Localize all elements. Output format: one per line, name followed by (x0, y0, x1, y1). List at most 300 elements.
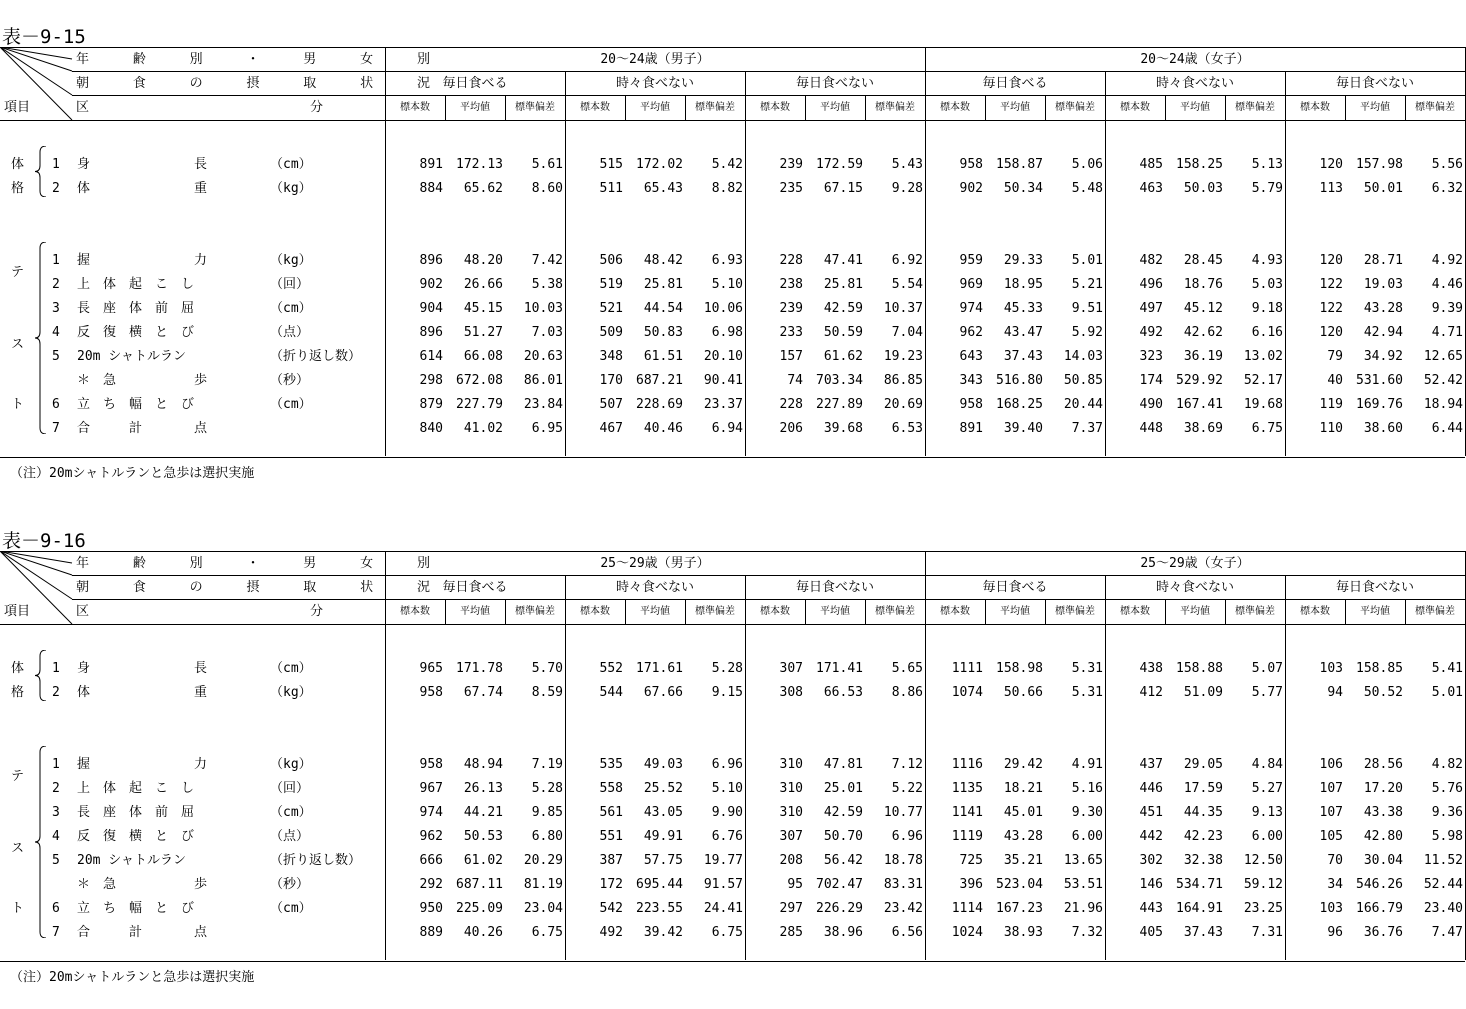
table-cell: 6.98 (711, 325, 743, 340)
table-cell: 492 (1139, 325, 1163, 340)
table-cell: 5.98 (1431, 829, 1463, 844)
table-cell: 9.90 (711, 805, 743, 820)
header-group: 時々食べない (615, 76, 694, 91)
table-cell: 969 (959, 277, 983, 292)
header-subcol: 平均値 (1180, 102, 1210, 113)
table-note: （注）20mシャトルランと急歩は選択実施 (10, 466, 255, 481)
table-cell: 292 (419, 877, 443, 892)
header-group: 毎日食べない (1335, 580, 1414, 595)
row-name: 20m シャトルラン (77, 853, 187, 868)
table-row (0, 805, 1466, 821)
table-cell: 122 (1319, 277, 1343, 292)
table-cell: 9.51 (1071, 301, 1103, 316)
table-cell: 515 (599, 157, 623, 172)
table-cell: 884 (419, 181, 443, 196)
table-cell: 158.88 (1176, 661, 1223, 676)
category-body: 体 (11, 661, 25, 676)
table-cell: 120 (1319, 325, 1343, 340)
header-age-sex: 年 齢 別 ・ 男 女 別 (76, 52, 448, 67)
table-cell: 164.91 (1176, 901, 1223, 916)
header-subcol: 標本数 (580, 606, 610, 617)
category-test: ス (11, 841, 25, 856)
table-cell: 228 (779, 397, 803, 412)
row-number: 4 (52, 325, 60, 340)
table-cell: 448 (1139, 421, 1163, 436)
row-number: 3 (52, 805, 60, 820)
table-cell: 889 (419, 925, 443, 940)
table-cell: 9.30 (1071, 805, 1103, 820)
table-cell: 239 (779, 301, 803, 316)
table-cell: 107 (1319, 781, 1343, 796)
category-test: テ (11, 265, 25, 280)
table-cell: 157 (779, 349, 803, 364)
table-cell: 119 (1319, 397, 1343, 412)
table-cell: 235 (779, 181, 803, 196)
header-subcol: 平均値 (1360, 102, 1390, 113)
table-cell: 12.65 (1423, 349, 1463, 364)
row-name: 反 復 横 と び (77, 325, 195, 340)
table-cell: 61.51 (643, 349, 683, 364)
table-cell: 485 (1139, 157, 1163, 172)
table-cell: 1141 (951, 805, 983, 820)
table-cell: 1074 (951, 685, 983, 700)
table-cell: 42.80 (1363, 829, 1403, 844)
table-cell: 61.02 (463, 853, 503, 868)
table-cell: 10.06 (703, 301, 743, 316)
table-cell: 171.61 (636, 661, 683, 676)
table-cell: 50.03 (1183, 181, 1223, 196)
table-cell: 5.70 (531, 661, 563, 676)
table-cell: 67.74 (463, 685, 503, 700)
header-group: 毎日食べる (442, 76, 508, 91)
table-cell: 5.22 (891, 781, 923, 796)
row-number: 6 (52, 397, 60, 412)
table-cell: 48.20 (463, 253, 503, 268)
table-cell: 52.44 (1423, 877, 1463, 892)
table-cell: 962 (959, 325, 983, 340)
header-female: 25～29歳（女子） (1140, 556, 1250, 571)
table-cell: 103 (1319, 661, 1343, 676)
header-subcol: 標本数 (1300, 606, 1330, 617)
table-cell: 5.41 (1431, 661, 1463, 676)
table-cell: 90.41 (703, 373, 743, 388)
table-cell: 5.48 (1071, 181, 1103, 196)
table-cell: 959 (959, 253, 983, 268)
table-cell: 44.35 (1183, 805, 1223, 820)
table-cell: 120 (1319, 253, 1343, 268)
table-cell: 5.28 (531, 781, 563, 796)
table-cell: 107 (1319, 805, 1343, 820)
table-cell: 158.85 (1356, 661, 1403, 676)
row-unit: （cm） (270, 901, 312, 916)
table-cell: 228.69 (636, 397, 683, 412)
table-cell: 19.03 (1363, 277, 1403, 292)
table-cell: 6.75 (1251, 421, 1283, 436)
table-cell: 643 (959, 349, 983, 364)
row-name: 反 復 横 と び (77, 829, 195, 844)
table-cell: 38.60 (1363, 421, 1403, 436)
row-name: 長 座 体 前 屈 (77, 301, 195, 316)
table-cell: 50.70 (823, 829, 863, 844)
table-cell: 5.03 (1251, 277, 1283, 292)
table-cell: 103 (1319, 901, 1343, 916)
row-number: 1 (52, 157, 60, 172)
table-cell: 6.94 (711, 421, 743, 436)
table-cell: 5.31 (1071, 661, 1103, 676)
row-unit: （点） (270, 325, 310, 340)
table-cell: 904 (419, 301, 443, 316)
table-cell: 66.08 (463, 349, 503, 364)
table-cell: 974 (959, 301, 983, 316)
table-cell: 120 (1319, 157, 1343, 172)
table-cell: 51.09 (1183, 685, 1223, 700)
header-subcol: 標準偏差 (1235, 606, 1275, 617)
table-cell: 18.94 (1423, 397, 1463, 412)
table-cell: 6.92 (891, 253, 923, 268)
row-name: ＊ 急 歩 (77, 877, 208, 892)
table-cell: 10.77 (883, 805, 923, 820)
table-cell: 35.21 (1003, 853, 1043, 868)
row-name: 握 力 (77, 253, 208, 268)
table-cell: 61.62 (823, 349, 863, 364)
category-body: 格 (11, 181, 25, 196)
row-name: 上 体 起 こ し (77, 781, 195, 796)
table-cell: 45.15 (463, 301, 503, 316)
table-cell: 44.54 (643, 301, 683, 316)
table-cell: 17.59 (1183, 781, 1223, 796)
table-cell: 902 (419, 277, 443, 292)
row-unit: （cm） (270, 301, 312, 316)
table-cell: 172 (599, 877, 623, 892)
table-cell: 48.94 (463, 757, 503, 772)
row-number: 4 (52, 829, 60, 844)
table-cell: 879 (419, 397, 443, 412)
table-cell: 5.13 (1251, 157, 1283, 172)
table-cell: 687.11 (456, 877, 503, 892)
table-cell: 13.65 (1063, 853, 1103, 868)
row-unit: （点） (270, 829, 310, 844)
table-cell: 23.04 (523, 901, 563, 916)
table-cell: 6.00 (1071, 829, 1103, 844)
table-cell: 343 (959, 373, 983, 388)
table-cell: 70 (1327, 853, 1343, 868)
table-cell: 1114 (951, 901, 983, 916)
table-cell: 25.81 (823, 277, 863, 292)
table-cell: 542 (599, 901, 623, 916)
table-cell: 50.85 (1063, 373, 1103, 388)
table-cell: 158.25 (1176, 157, 1223, 172)
row-name: 身 長 (77, 661, 208, 676)
table-cell: 614 (419, 349, 443, 364)
table-cell: 29.05 (1183, 757, 1223, 772)
table-cell: 509 (599, 325, 623, 340)
table-cell: 50.52 (1363, 685, 1403, 700)
header-breakfast: 朝 食 の 摂 取 状 況 (76, 76, 448, 91)
table-cell: 4.92 (1431, 253, 1463, 268)
header-subcol: 平均値 (640, 102, 670, 113)
table-cell: 6.53 (891, 421, 923, 436)
table-cell: 41.02 (463, 421, 503, 436)
header-subcol: 平均値 (460, 606, 490, 617)
table-cell: 171.41 (816, 661, 863, 676)
row-unit: （折り返し数） (270, 853, 362, 868)
table-cell: 36.19 (1183, 349, 1223, 364)
header-category-right: 分 (310, 604, 324, 619)
table-cell: 28.45 (1183, 253, 1223, 268)
table-cell: 6.80 (531, 829, 563, 844)
table-cell: 208 (779, 853, 803, 868)
row-number: 7 (52, 421, 60, 436)
table-cell: 9.18 (1251, 301, 1283, 316)
table-cell: 1111 (951, 661, 983, 676)
table-cell: 5.42 (711, 157, 743, 172)
row-number: 2 (52, 277, 60, 292)
row-unit: （cm） (270, 805, 312, 820)
table-cell: 19.68 (1243, 397, 1283, 412)
row-name: 合 計 点 (77, 421, 208, 436)
header-subcol: 標本数 (1300, 102, 1330, 113)
row-number: 1 (52, 661, 60, 676)
row-number: 1 (52, 253, 60, 268)
table-cell: 39.68 (823, 421, 863, 436)
row-unit: （kg） (270, 685, 312, 700)
table-cell: 47.41 (823, 253, 863, 268)
table-cell: 6.75 (711, 925, 743, 940)
table-cell: 83.31 (883, 877, 923, 892)
table-cell: 51.27 (463, 325, 503, 340)
table-cell: 38.69 (1183, 421, 1223, 436)
table-cell: 307 (779, 661, 803, 676)
table-cell: 310 (779, 757, 803, 772)
table-cell: 29.42 (1003, 757, 1043, 772)
table-cell: 172.02 (636, 157, 683, 172)
table-cell: 529.92 (1176, 373, 1223, 388)
table-cell: 965 (419, 661, 443, 676)
table-cell: 57.75 (643, 853, 683, 868)
table-cell: 544 (599, 685, 623, 700)
header-subcol: 平均値 (1000, 606, 1030, 617)
table-cell: 9.36 (1431, 805, 1463, 820)
table-cell: 7.31 (1251, 925, 1283, 940)
table-cell: 6.96 (711, 757, 743, 772)
table-cell: 40 (1327, 373, 1343, 388)
table-cell: 9.85 (531, 805, 563, 820)
header-subcol: 標準偏差 (875, 102, 915, 113)
table-cell: 122 (1319, 301, 1343, 316)
table-cell: 52.42 (1423, 373, 1463, 388)
table-cell: 25.52 (643, 781, 683, 796)
table-cell: 891 (419, 157, 443, 172)
header-category-right: 分 (310, 100, 324, 115)
header-subcol: 平均値 (1000, 102, 1030, 113)
table-cell: 170 (599, 373, 623, 388)
table-cell: 32.38 (1183, 853, 1223, 868)
table-cell: 48.42 (643, 253, 683, 268)
table-cell: 225.09 (456, 901, 503, 916)
table-cell: 695.44 (636, 877, 683, 892)
category-body: 格 (11, 685, 25, 700)
table-cell: 958 (419, 757, 443, 772)
table-cell: 666 (419, 853, 443, 868)
header-subcol: 標本数 (1120, 606, 1150, 617)
table-cell: 36.76 (1363, 925, 1403, 940)
table-cell: 5.06 (1071, 157, 1103, 172)
category-test: ト (11, 901, 25, 916)
table-cell: 158.98 (996, 661, 1043, 676)
table-cell: 703.34 (816, 373, 863, 388)
table-cell: 6.96 (891, 829, 923, 844)
table-row (0, 685, 1466, 701)
table-cell: 5.65 (891, 661, 923, 676)
table-cell: 482 (1139, 253, 1163, 268)
table-cell: 18.21 (1003, 781, 1043, 796)
row-name: 立 ち 幅 と び (77, 901, 195, 916)
table-cell: 227.89 (816, 397, 863, 412)
row-name: 合 計 点 (77, 925, 208, 940)
table-cell: 28.71 (1363, 253, 1403, 268)
table-cell: 20.29 (523, 853, 563, 868)
table-cell: 9.28 (891, 181, 923, 196)
table-cell: 6.16 (1251, 325, 1283, 340)
table-cell: 516.80 (996, 373, 1043, 388)
table-cell: 23.40 (1423, 901, 1463, 916)
header-subcol: 平均値 (820, 102, 850, 113)
header-subcol: 標本数 (580, 102, 610, 113)
table-cell: 238 (779, 277, 803, 292)
category-test: ス (11, 337, 25, 352)
table-cell: 4.91 (1071, 757, 1103, 772)
row-name: 20m シャトルラン (77, 349, 187, 364)
table-cell: 172.59 (816, 157, 863, 172)
table-cell: 42.59 (823, 805, 863, 820)
table-cell: 7.19 (531, 757, 563, 772)
table-cell: 86.01 (523, 373, 563, 388)
table-cell: 958 (959, 397, 983, 412)
table-cell: 65.62 (463, 181, 503, 196)
table-cell: 4.46 (1431, 277, 1463, 292)
table-cell: 523.04 (996, 877, 1043, 892)
table-cell: 20.63 (523, 349, 563, 364)
table-cell: 67.15 (823, 181, 863, 196)
header-subcol: 平均値 (1360, 606, 1390, 617)
table-cell: 23.37 (703, 397, 743, 412)
table-row (0, 757, 1466, 773)
table-cell: 535 (599, 757, 623, 772)
header-subcol: 標準偏差 (875, 606, 915, 617)
table-cell: 56.42 (823, 853, 863, 868)
row-number: 1 (52, 757, 60, 772)
table-cell: 5.56 (1431, 157, 1463, 172)
table-cell: 348 (599, 349, 623, 364)
table-cell: 226.29 (816, 901, 863, 916)
table-cell: 52.17 (1243, 373, 1283, 388)
table-cell: 17.20 (1363, 781, 1403, 796)
table-label: 表－9-16 (2, 530, 86, 552)
table-cell: 7.47 (1431, 925, 1463, 940)
table-cell: 38.93 (1003, 925, 1043, 940)
table-cell: 5.38 (531, 277, 563, 292)
table-cell: 14.03 (1063, 349, 1103, 364)
table-cell: 50.53 (463, 829, 503, 844)
row-name: 身 長 (77, 157, 208, 172)
header-subcol: 標準偏差 (1055, 102, 1095, 113)
header-group: 毎日食べない (795, 580, 874, 595)
table-cell: 467 (599, 421, 623, 436)
table-cell: 5.31 (1071, 685, 1103, 700)
table-cell: 66.53 (823, 685, 863, 700)
table-note: （注）20mシャトルランと急歩は選択実施 (10, 970, 255, 985)
table-cell: 20.44 (1063, 397, 1103, 412)
table-cell: 38.96 (823, 925, 863, 940)
table-cell: 18.78 (883, 853, 923, 868)
table-cell: 49.03 (643, 757, 683, 772)
header-subcol: 標本数 (940, 606, 970, 617)
table-cell: 5.54 (891, 277, 923, 292)
table-cell: 308 (779, 685, 803, 700)
table-cell: 405 (1139, 925, 1163, 940)
table-cell: 74 (787, 373, 803, 388)
table-cell: 387 (599, 853, 623, 868)
table-cell: 86.85 (883, 373, 923, 388)
table-row (0, 781, 1466, 797)
table-cell: 20.69 (883, 397, 923, 412)
table-cell: 7.32 (1071, 925, 1103, 940)
header-subcol: 標本数 (1120, 102, 1150, 113)
table-cell: 561 (599, 805, 623, 820)
table-cell: 5.28 (711, 661, 743, 676)
table-cell: 45.33 (1003, 301, 1043, 316)
table-cell: 7.42 (531, 253, 563, 268)
table-cell: 59.12 (1243, 877, 1283, 892)
row-name: 長 座 体 前 屈 (77, 805, 195, 820)
category-body: 体 (11, 157, 25, 172)
table-cell: 96 (1327, 925, 1343, 940)
row-name: 立 ち 幅 と び (77, 397, 195, 412)
table-cell: 6.56 (891, 925, 923, 940)
table-cell: 10.03 (523, 301, 563, 316)
table-cell: 7.37 (1071, 421, 1103, 436)
table-cell: 302 (1139, 853, 1163, 868)
table-cell: 91.57 (703, 877, 743, 892)
header-rule-2 (72, 599, 1465, 600)
row-unit: （回） (270, 781, 310, 796)
table-cell: 5.92 (1071, 325, 1103, 340)
table-row (0, 661, 1466, 677)
table-cell: 463 (1139, 181, 1163, 196)
table-cell: 297 (779, 901, 803, 916)
table-cell: 1119 (951, 829, 983, 844)
row-number: 5 (52, 349, 60, 364)
table-cell: 233 (779, 325, 803, 340)
table-cell: 43.05 (643, 805, 683, 820)
table-cell: 962 (419, 829, 443, 844)
table-cell: 531.60 (1356, 373, 1403, 388)
table-cell: 1024 (951, 925, 983, 940)
table-cell: 519 (599, 277, 623, 292)
table-cell: 4.71 (1431, 325, 1463, 340)
table-cell: 47.81 (823, 757, 863, 772)
table-cell: 42.94 (1363, 325, 1403, 340)
table-cell: 44.21 (463, 805, 503, 820)
header-group: 毎日食べる (982, 580, 1048, 595)
table-cell: 511 (599, 181, 623, 196)
table-cell: 5.01 (1071, 253, 1103, 268)
table-cell: 228 (779, 253, 803, 268)
table-cell: 45.12 (1183, 301, 1223, 316)
table-cell: 42.23 (1183, 829, 1223, 844)
header-subcol: 標本数 (760, 606, 790, 617)
table-cell: 551 (599, 829, 623, 844)
